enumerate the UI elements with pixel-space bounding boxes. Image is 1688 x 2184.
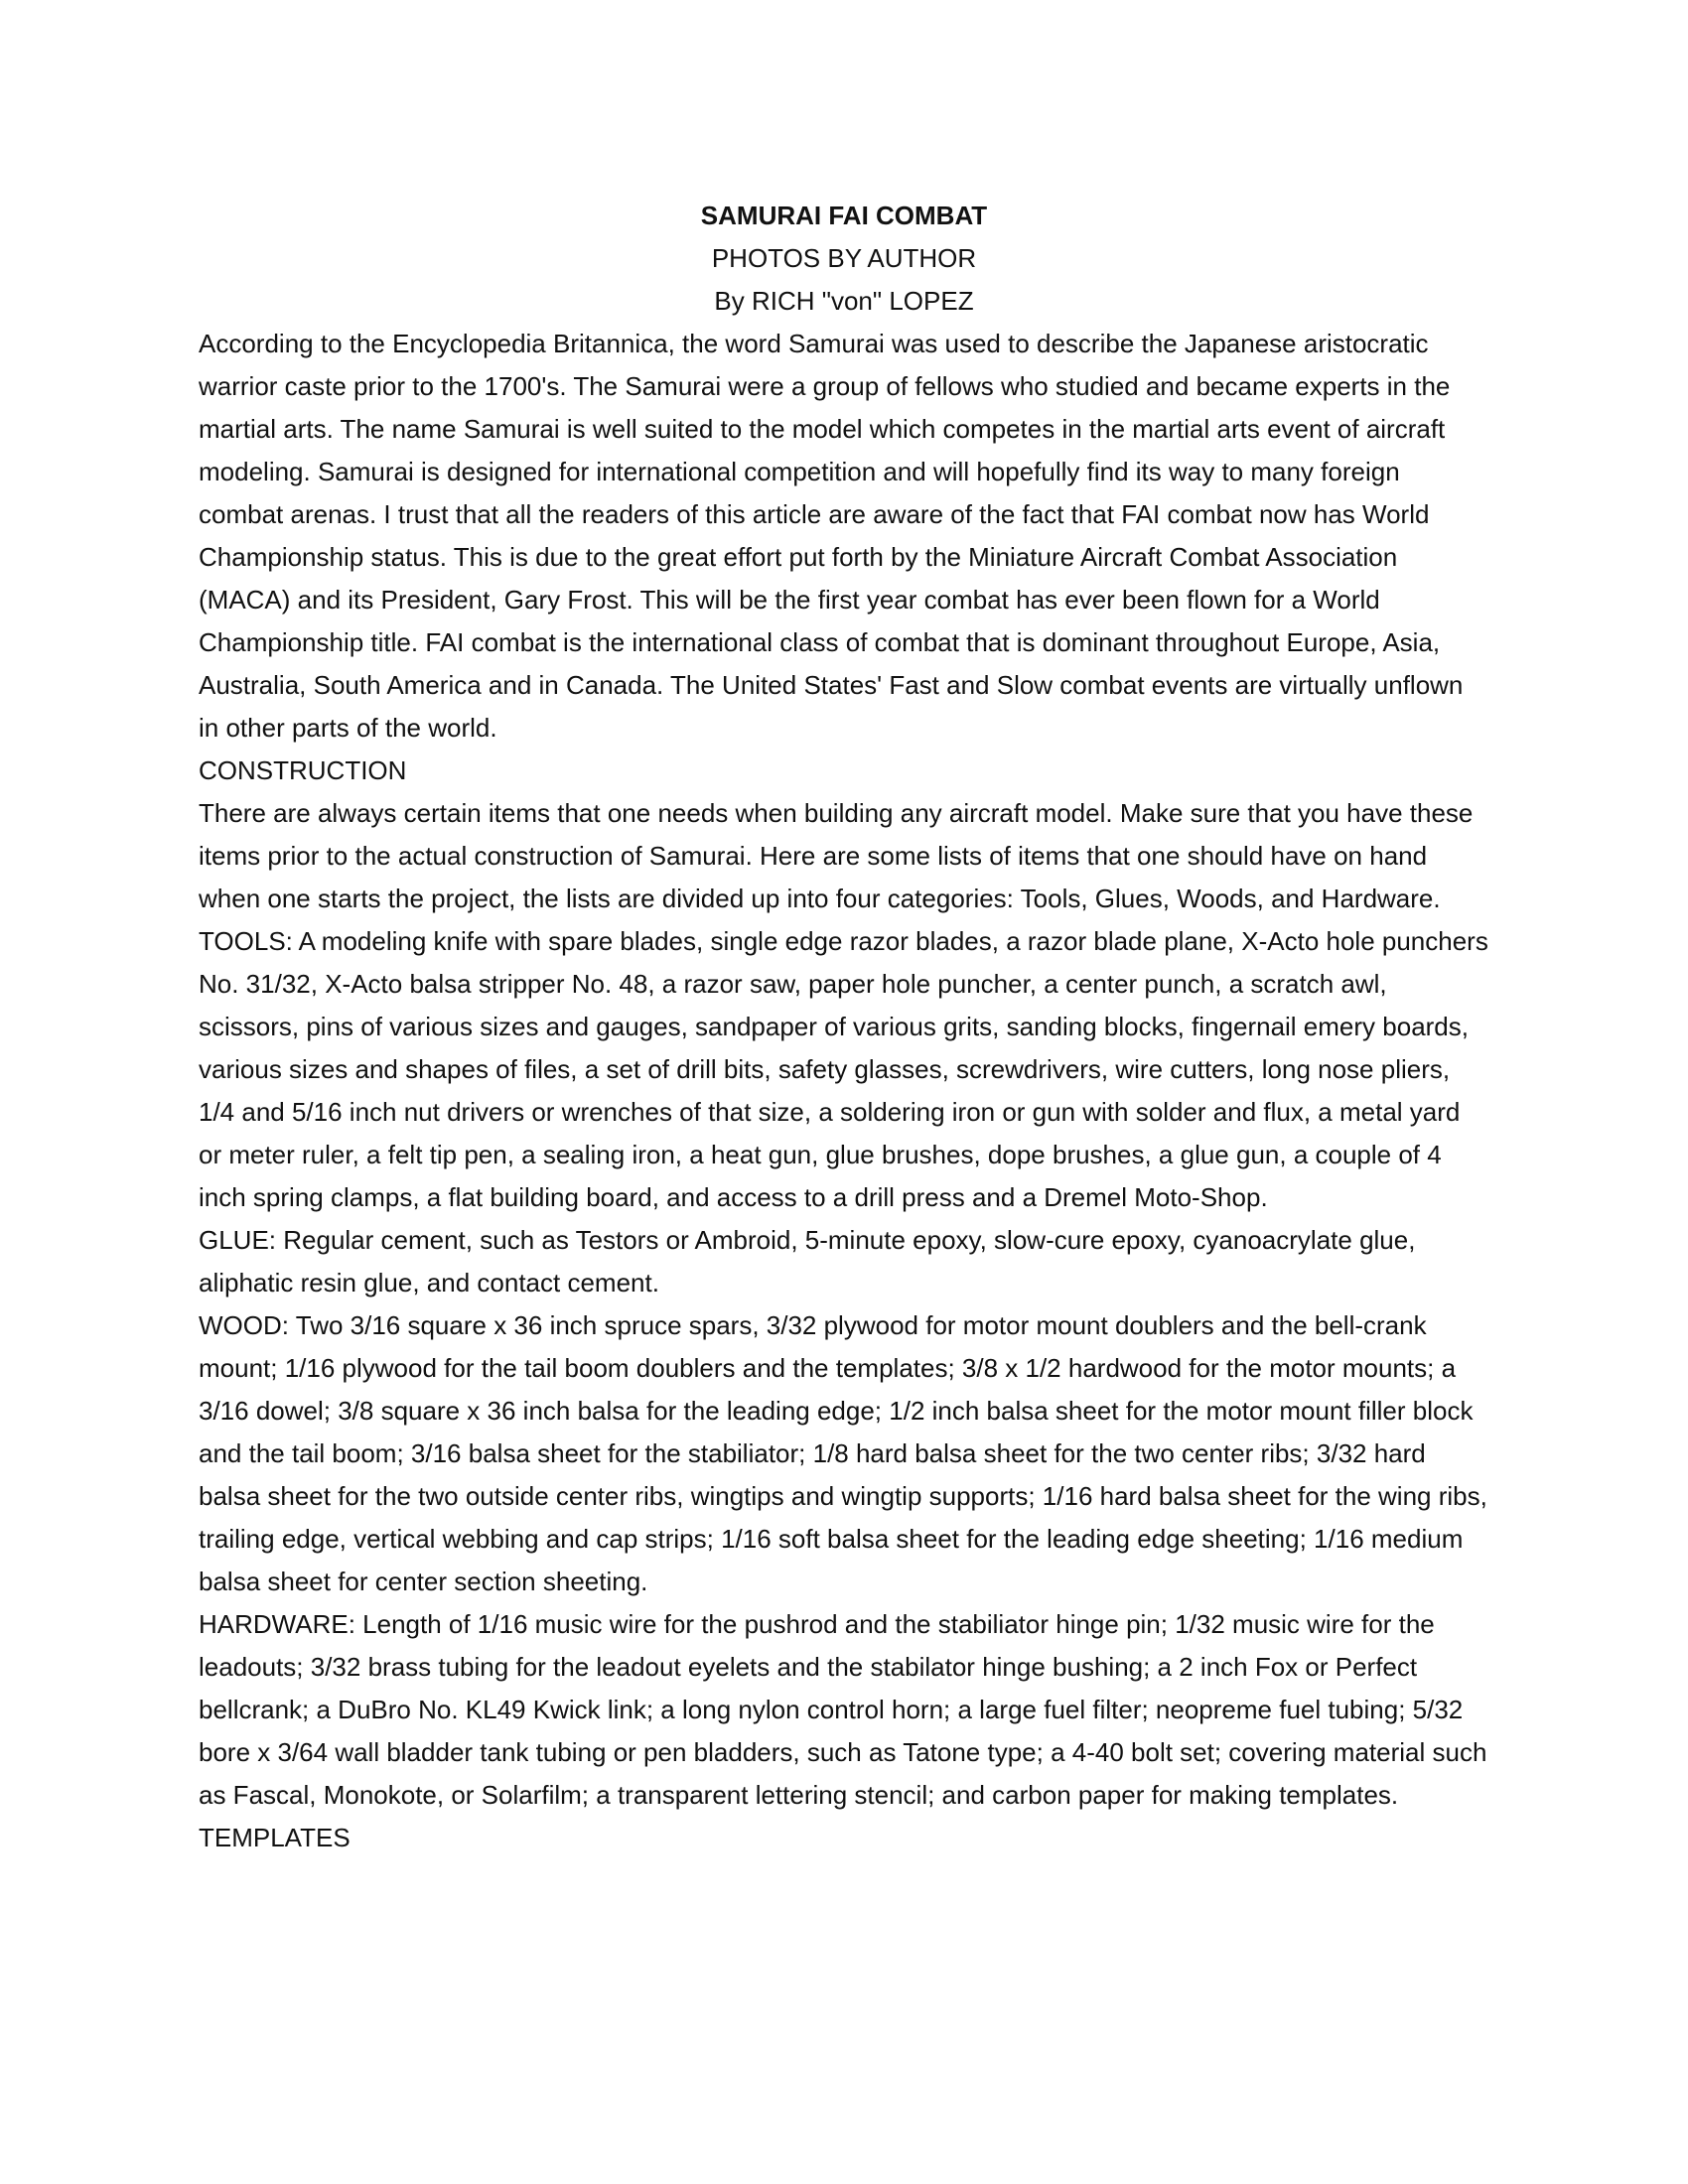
glue-paragraph: GLUE: Regular cement, such as Testors or Ambroid, 5-minute epoxy, slow-cure epoxy, cyanoacrylate glue, aliphatic resin glue, and contact cement. xyxy=(199,1225,1416,1297)
photo-credit: PHOTOS BY AUTHOR xyxy=(711,243,977,273)
wood-paragraph: WOOD: Two 3/16 square x 36 inch spruce spars, 3/32 plywood for motor mount doublers and the bell-crank mount; 1/16 plywood for the tail boom doublers and the templates; 3/8 x 1/2 hardwood for the motor mounts; a 3/16 dowel; 3/8 square x 36 inch balsa for the leading edge; 1/2 inch balsa sheet for the motor mount filler block and the tail boom; 3/16 balsa sheet for the stabiliator; 1/8 hard balsa sheet for the two center ribs; 3/32 hard balsa sheet for the two outside center ribs, wingtips and wingtip supports; 1/16 hard balsa sheet for the wing ribs, trailing edge, vertical webbing and cap strips; 1/16 soft balsa sheet for the leading edge sheeting; 1/16 medium balsa sheet for center section sheeting. xyxy=(199,1310,1487,1596)
construction-paragraph: There are always certain items that one needs when building any aircraft model. Make sure that you have these items prior to the actual construction of Samurai. Here are some lists of items that one should have on hand when one starts the project, the lists are divided up into four categories: Tools, Glues, Woods, and Hardware. xyxy=(199,798,1474,913)
construction-heading: CONSTRUCTION xyxy=(199,755,407,785)
author-byline: By RICH "von" LOPEZ xyxy=(714,286,974,316)
tools-paragraph: TOOLS: A modeling knife with spare blades, single edge razor blades, a razor blade plane, X-Acto hole punchers No. 31/32, X-Acto balsa stripper No. 48, a razor saw, paper hole puncher, a center punch, a scratch awl, scissors, pins of various sizes and gauges, sandpaper of various grits, sanding blocks, fingernail emery boards, various sizes and shapes of files, a set of drill bits, safety glasses, screwdrivers, wire cutters, long nose pliers, 1/4 and 5/16 inch nut drivers or wrenches of that size, a soldering iron or gun with solder and flux, a metal yard or meter ruler, a felt tip pen, a sealing iron, a heat gun, glue brushes, dope brushes, a glue gun, a couple of 4 inch spring clamps, a flat building board, and access to a drill press and a Dremel Moto-Shop. xyxy=(199,926,1488,1212)
templates-heading: TEMPLATES xyxy=(199,1823,351,1852)
hardware-paragraph: HARDWARE: Length of 1/16 music wire for the pushrod and the stabiliator hinge pin; 1/32 music wire for the leadouts; 3/32 brass tubing for the leadout eyelets and the stabilator hinge bushing; a 2 inch Fox or Perfect bellcrank; a DuBro No. KL49 Kwick link; a long nylon control horn; a large fuel filter; neopreme fuel tubing; 5/32 bore x 3/64 wall bladder tank tubing or pen bladders, such as Tatone type; a 4-40 bolt set; covering material such as Fascal, Monokote, or Solarfilm; a transparent lettering stencil; and carbon paper for making templates. xyxy=(199,1609,1487,1810)
document-page xyxy=(199,195,1489,1859)
intro-paragraph: According to the Encyclopedia Britannica, the word Samurai was used to describe the Japanese aristocratic warrior caste prior to the 1700's. The Samurai were a group of fellows who studied and became experts in the martial arts. The name Samurai is well suited to the model which competes in the martial arts event of aircraft modeling. Samurai is designed for international competition and will hopefully find its way to many foreign combat arenas. I trust that all the readers of this article are aware of the fact that FAI combat now has World Championship status. This is due to the great effort put forth by the Miniature Aircraft Combat Association (MACA) and its President, Gary Frost. This will be the first year combat has ever been flown for a World Championship title. FAI combat is the international class of combat that is dominant throughout Europe, Asia, Australia, South America and in Canada. The United States' Fast and Slow combat events are virtually unflown in other parts of the world. xyxy=(199,329,1464,743)
article-title: SAMURAI FAI COMBAT xyxy=(700,201,988,230)
